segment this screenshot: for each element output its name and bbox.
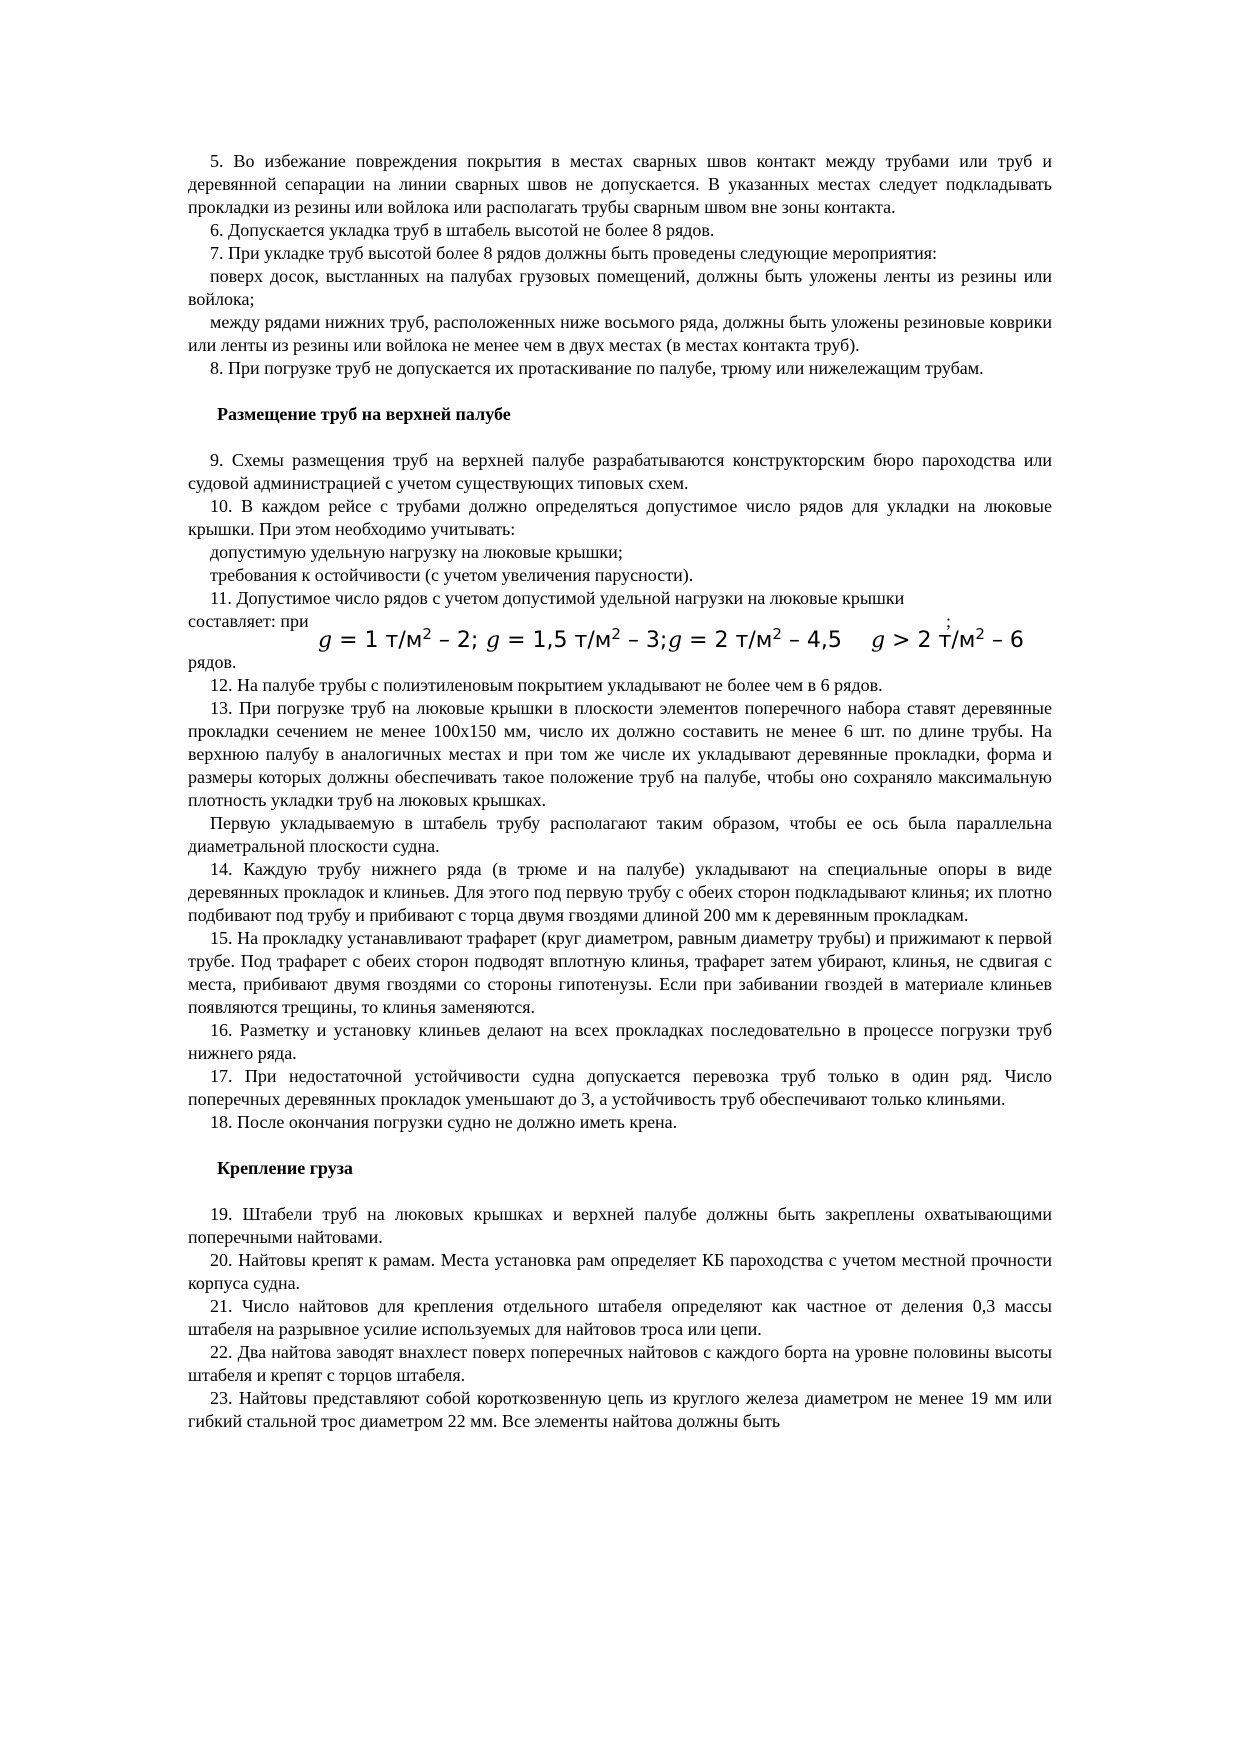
paragraph-10-item-2: требования к остойчивости (с учетом увеличения парусности). xyxy=(210,565,694,585)
paragraph-11-end: рядов. xyxy=(188,652,237,672)
paragraph-18: 18. После окончания погрузки судно не должно иметь крена. xyxy=(210,1112,678,1132)
formula-term-4: g > 2 $т/м^2 - 6$ xyxy=(871,625,1024,653)
paragraph-6: 6. Допускается укладка труб в штабель высотой не более 8 рядов. xyxy=(210,220,715,240)
formula-term-2: g = 1,5 $т/м^2 - 3$; xyxy=(486,625,668,653)
paragraph-16: 16. Разметку и установку клиньев делают на всех прокладках последовательно в процессе погрузки труб нижнего ряда. xyxy=(188,1020,1052,1063)
paragraph-7-item-1: поверх досок, выстланных на палубах грузовых помещений, должны быть уложены ленты из резины или войлока; xyxy=(188,266,1052,309)
section-heading-cargo-securing: Крепление груза xyxy=(217,1158,353,1178)
paragraph-7-item-2: между рядами нижних труб, расположенных ниже восьмого ряда, должны быть уложены резиновые коврики или ленты из резины или войлока не менее чем в двух местах (в местах контакта труб). xyxy=(188,312,1052,355)
paragraph-19: 19. Штабели труб на люковых крышках и верхней палубе должны быть закреплены охватывающими поперечными найтовами. xyxy=(188,1204,1052,1247)
paragraph-13: 13. При погрузке труб на люковые крышки в плоскости элементов поперечного набора ставят деревянные прокладки сечением не менее 100х150 мм, число их должно составить не менее 6 шт. по длине трубы. На верхнюю палубу в аналогичных местах и при том же числе их укладывают деревянные прокладки, форма и размеры которых должны обеспечивать такое положение труб на палубе, чтобы оно сохраняло максимальную плотность укладки труб на люковых крышках. xyxy=(188,698,1052,810)
paragraph-21: 21. Число найтовов для крепления отдельного штабеля определяют как частное от деления 0,3 массы штабеля на разрывное усилие используемых для найтовов троса или цепи. xyxy=(188,1296,1052,1339)
paragraph-10: 10. В каждом рейсе с трубами должно определяться допустимое число рядов для укладки на люковые крышки. При этом необходимо учитывать: xyxy=(188,496,1052,539)
paragraph-20: 20. Найтовы крепят к рамам. Места установка рам определяет КБ пароходства с учетом местной прочности корпуса судна. xyxy=(188,1250,1052,1293)
paragraph-10-item-1: допустимую удельную нагрузку на люковые крышки; xyxy=(210,542,623,562)
paragraph-23: 23. Найтовы представляют собой короткозвенную цепь из круглого железа диаметром не менее 19 мм или гибкий стальной трос диаметром 22 мм. Все элементы найтова должны быть xyxy=(188,1388,1052,1431)
paragraph-9: 9. Схемы размещения труб на верхней палубе разрабатываются конструкторским бюро пароходства или судовой администрацией с учетом существующих типовых схем. xyxy=(188,450,1052,493)
paragraph-11-semicolon: ; xyxy=(946,611,952,631)
paragraph-5: 5. Во избежание повреждения покрытия в местах сварных швов контакт между трубами или труб и деревянной сепарации на линии сварных швов не допускается. В указанных местах следует подкладывать прокладки из резины или войлока или располагать трубы сварным швом вне зоны контакта. xyxy=(188,151,1052,217)
paragraph-7: 7. При укладке труб высотой более 8 рядов должны быть проведены следующие мероприятия: xyxy=(210,243,938,263)
formula-term-1: g = 1 $т/м^2 - 2$; xyxy=(318,625,479,653)
formula-term-3: g = 2 $т/м^2 - 4,5$ xyxy=(668,625,842,653)
paragraph-13-note: Первую укладываемую в штабель трубу располагают таким образом, чтобы ее ось была параллельна диаметральной плоскости судна. xyxy=(188,813,1052,856)
section-heading-upper-deck: Размещение труб на верхней палубе xyxy=(217,404,511,424)
paragraph-14: 14. Каждую трубу нижнего ряда (в трюме и на палубе) укладывают на специальные опоры в виде деревянных прокладок и клиньев. Для этого под первую трубу с обеих сторон подкладывают клинья; их плотно подбивают под трубу и прибивают с торца двумя гвоздями длиной 200 мм к деревянным прокладкам. xyxy=(188,859,1052,925)
document-page xyxy=(188,150,1052,1433)
paragraph-17: 17. При недостаточной устойчивости судна допускается перевозка труб только в один ряд. Число поперечных деревянных прокладок уменьшают до 3, а устойчивость труб обеспечивают только клиньями. xyxy=(188,1066,1052,1109)
paragraph-11-line-1: 11. Допустимое число рядов с учетом допустимой удельной нагрузки на люковые крышки xyxy=(210,588,905,608)
paragraph-12: 12. На палубе трубы с полиэтиленовым покрытием укладывают не более чем в 6 рядов. xyxy=(210,675,883,695)
load-formula xyxy=(188,625,1052,659)
paragraph-15: 15. На прокладку устанавливают трафарет (круг диаметром, равным диаметру трубы) и прижимают к первой трубе. Под трафарет с обеих сторон подводят вплотную клинья, трафарет затем убирают, клинья, не сдвигая с места, прибивают двумя гвоздями со стороны гипотенузы. Если при забивании гвоздей в материале клиньев появляются трещины, то клинья заменяются. xyxy=(188,928,1052,1017)
paragraph-11-lead: составляет: при xyxy=(188,611,309,631)
paragraph-8: 8. При погрузке труб не допускается их протаскивание по палубе, трюму или нижележащим трубам. xyxy=(210,358,984,378)
paragraph-22: 22. Два найтова заводят внахлест поверх поперечных найтовов с каждого борта на уровне половины высоты штабеля и крепят с торцов штабеля. xyxy=(188,1342,1052,1385)
